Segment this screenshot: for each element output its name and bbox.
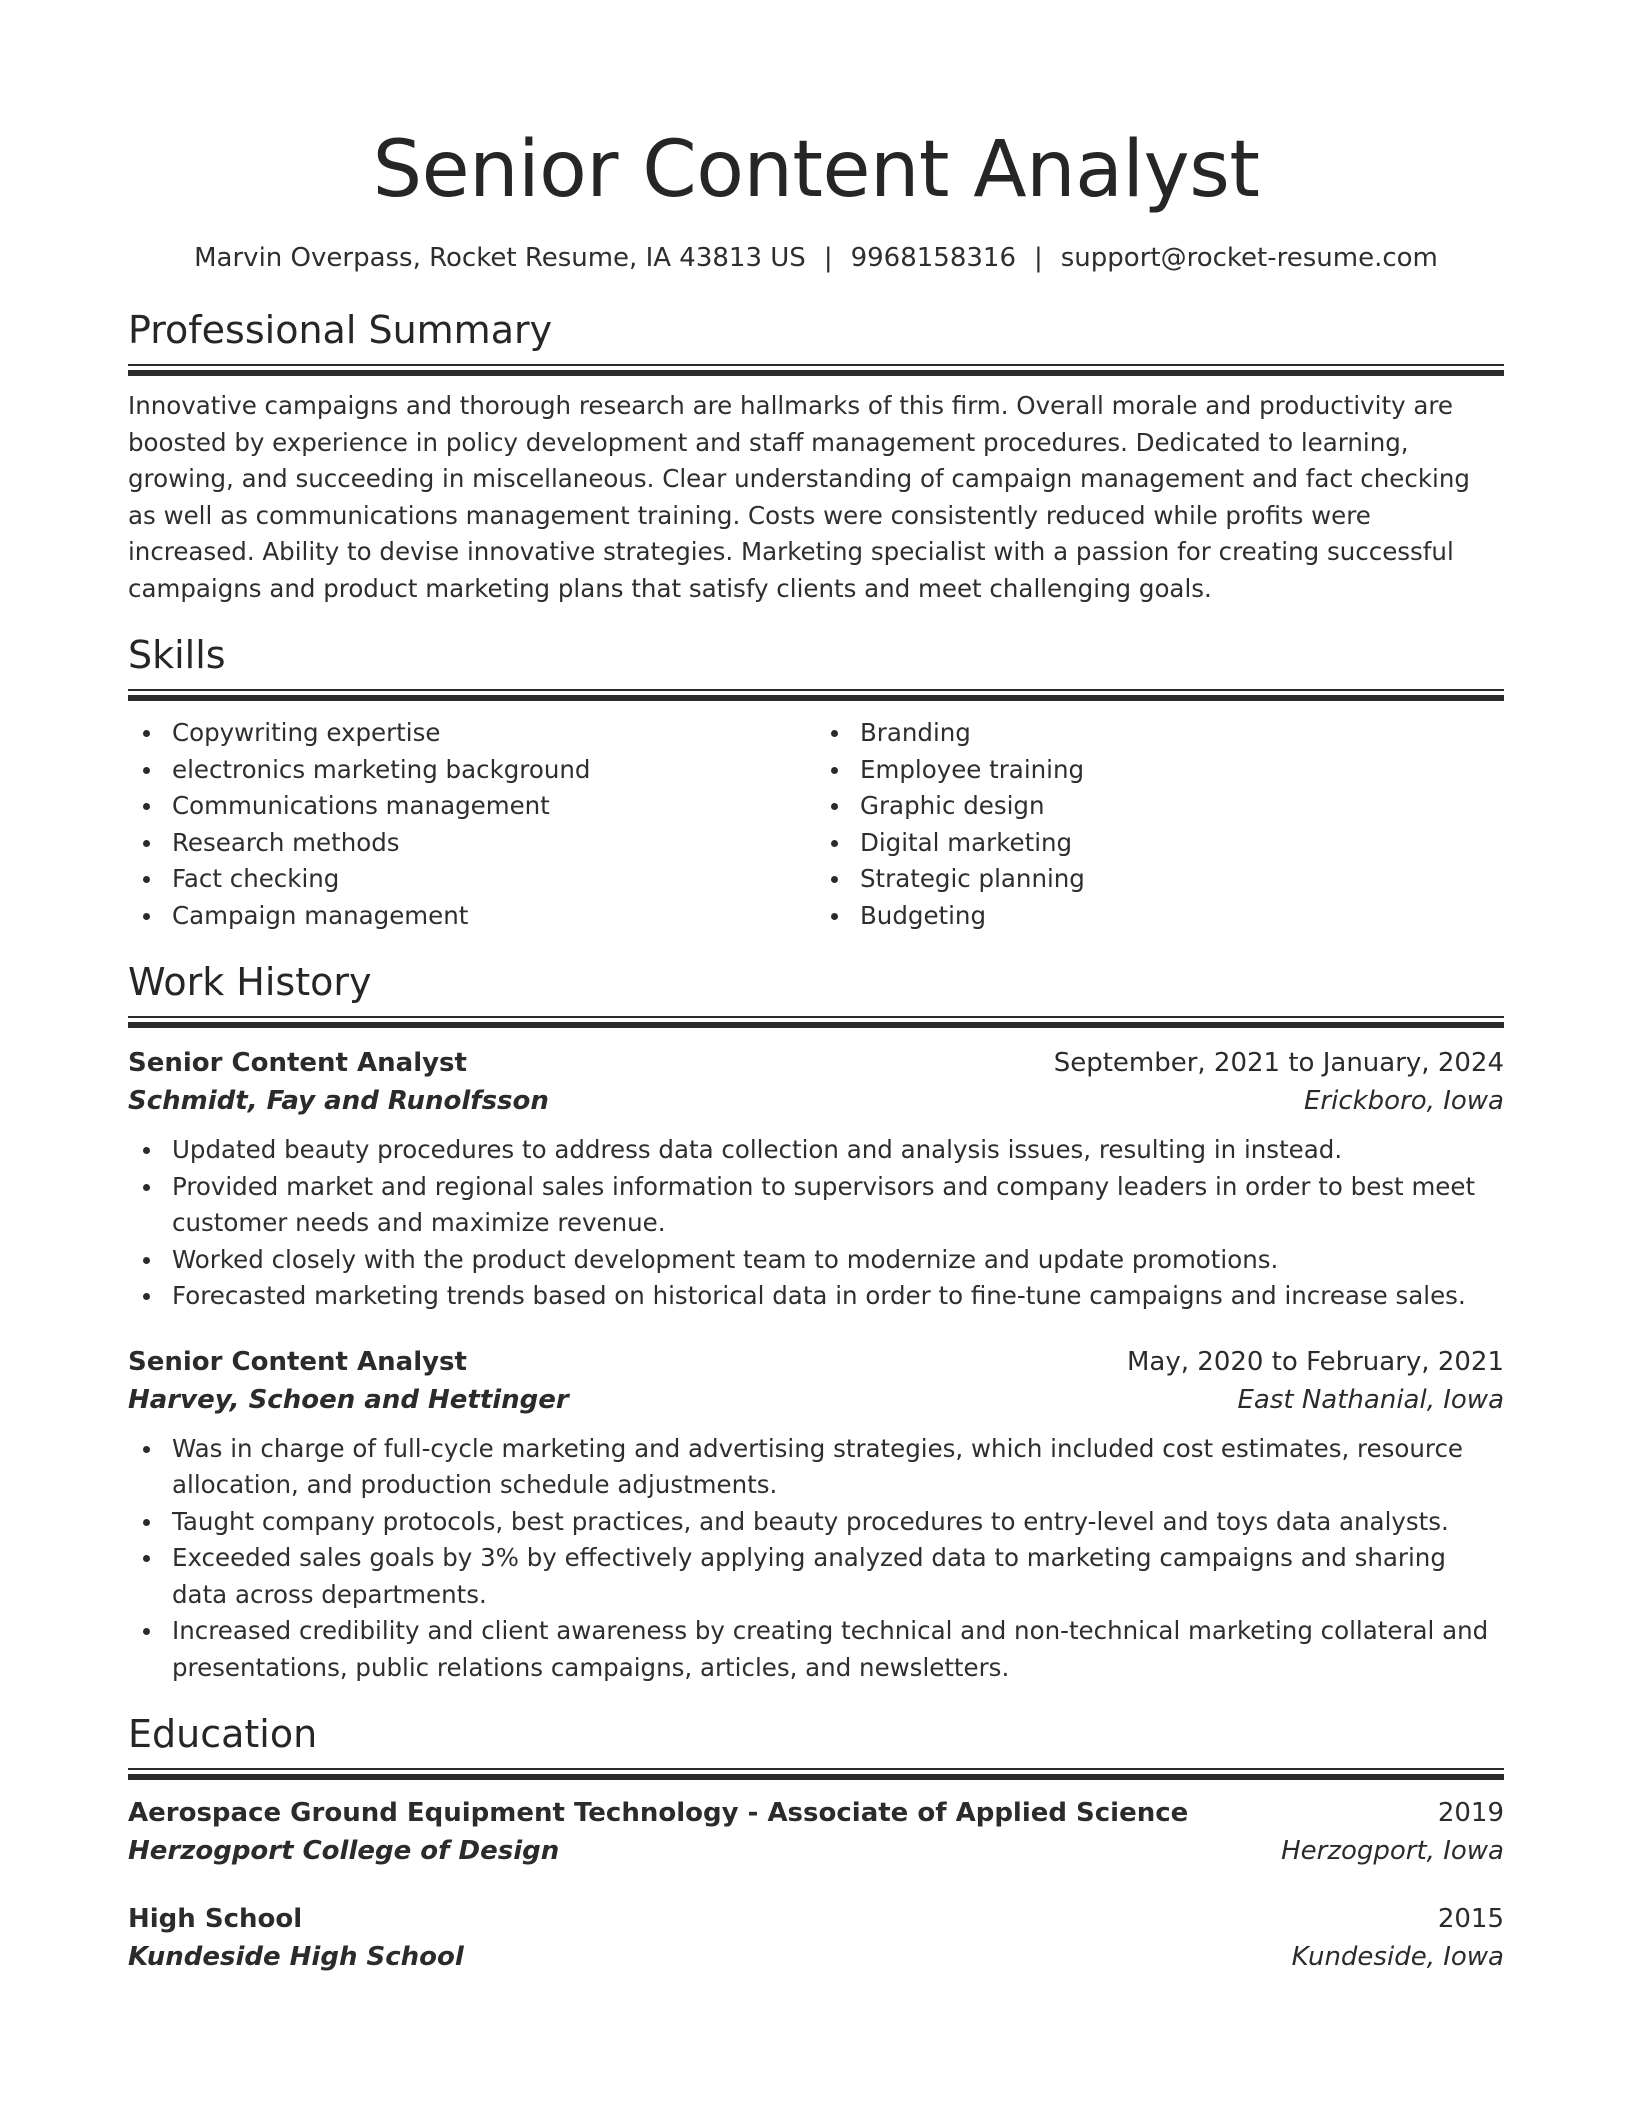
job-bullet: Updated beauty procedures to address data collection and analysis issues, resulting in instead. xyxy=(128,1132,1504,1169)
contact-phone: 9968158316 xyxy=(850,243,1016,273)
job-bullet: Forecasted marketing trends based on historical data in order to fine-tune campaigns and increase sales. xyxy=(128,1278,1504,1315)
section-divider xyxy=(128,1768,1504,1780)
job-subheader-row xyxy=(128,1381,1504,1419)
contact-line xyxy=(128,240,1504,276)
section-divider xyxy=(128,364,1504,376)
contact-separator: | xyxy=(823,243,833,273)
skill-item: Budgeting xyxy=(816,898,1504,935)
skill-item: Strategic planning xyxy=(816,861,1504,898)
skill-item: Digital marketing xyxy=(816,825,1504,862)
job-company: Schmidt, Fay and Runolfsson xyxy=(128,1086,549,1116)
education-year: 2019 xyxy=(1437,1798,1504,1828)
job-bullet: Provided market and regional sales information to supervisors and company leaders in order to best meet customer needs and maximize revenue. xyxy=(128,1169,1504,1242)
education-degree: Aerospace Ground Equipment Technology - Associate of Applied Science xyxy=(128,1798,1189,1828)
summary-text: Innovative campaigns and thorough research are hallmarks of this firm. Overall morale and productivity are boosted by experience in policy development and staff management procedures. Dedicated to learning, growing, and succeeding in miscellaneous. Clear understanding of campaign management and fact checking as well as communications management training. Costs were consistently reduced while profits were increased. Ability to devise innovative strategies. Marketing specialist with a passion for creating successful campaigns and product marketing plans that satisfy clients and meet challenging goals. xyxy=(128,391,1470,603)
education-location: Kundeside, Iowa xyxy=(1291,1942,1504,1972)
skill-item: Communications management xyxy=(128,788,816,825)
work-history-section xyxy=(128,958,1504,1686)
education-year: 2015 xyxy=(1437,1904,1504,1934)
section-title-education: Education xyxy=(128,1712,318,1756)
education-degree: High School xyxy=(128,1904,303,1934)
contact-email: support@rocket-resume.com xyxy=(1060,243,1438,273)
job-location: Erickboro, Iowa xyxy=(1303,1086,1504,1116)
education-subheader-row xyxy=(128,1938,1504,1976)
job-company: Harvey, Schoen and Hettinger xyxy=(128,1384,569,1415)
section-divider xyxy=(128,689,1504,701)
job-bullet: Exceeded sales goals by 3% by effectively applying analyzed data to marketing campaigns and sharing data across departments. xyxy=(128,1540,1504,1613)
section-title-skills: Skills xyxy=(128,633,226,677)
skill-item: Research methods xyxy=(128,825,816,862)
resume-title: Senior Content Analyst xyxy=(372,125,1260,215)
job-subheader-row xyxy=(128,1082,1504,1120)
summary-section xyxy=(128,306,1504,607)
contact-address: Marvin Overpass, Rocket Resume, IA 43813 US xyxy=(194,243,806,273)
education-location: Herzogport, Iowa xyxy=(1281,1836,1504,1866)
contact-separator: | xyxy=(1034,243,1043,273)
skill-item: Employee training xyxy=(816,752,1504,789)
skill-item: Fact checking xyxy=(128,861,816,898)
education-school: Kundeside High School xyxy=(128,1942,464,1972)
job-bullet: Worked closely with the product development team to modernize and update promotions. xyxy=(128,1242,1504,1279)
skill-item: Campaign management xyxy=(128,898,816,935)
job-entry xyxy=(128,1343,1504,1687)
job-dates: September, 2021 to January, 2024 xyxy=(1053,1048,1504,1078)
job-header-row xyxy=(128,1343,1504,1381)
job-entry xyxy=(128,1044,1504,1315)
job-bullet: Was in charge of full-cycle marketing and advertising strategies, which included cost estimates, resource allocation, and production schedule adjustments. xyxy=(128,1431,1504,1504)
job-header-row xyxy=(128,1044,1504,1082)
education-header-row xyxy=(128,1794,1504,1832)
skills-column-right xyxy=(816,715,1504,934)
skill-item: electronics marketing background xyxy=(128,752,816,789)
job-bullets xyxy=(128,1132,1504,1315)
skill-item: Graphic design xyxy=(816,788,1504,825)
job-bullet: Increased credibility and client awareness by creating technical and non-technical marketing collateral and presentations, public relations campaigns, articles, and newsletters. xyxy=(128,1613,1504,1686)
section-title-work-history: Work History xyxy=(128,960,372,1004)
job-bullet: Taught company protocols, best practices, and beauty procedures to entry-level and toys data analysts. xyxy=(128,1504,1504,1541)
skills-section xyxy=(128,631,1504,934)
skill-item: Copywriting expertise xyxy=(128,715,816,752)
education-school: Herzogport College of Design xyxy=(128,1836,560,1866)
job-dates: May, 2020 to February, 2021 xyxy=(1127,1346,1504,1377)
education-header-row xyxy=(128,1900,1504,1938)
education-subheader-row xyxy=(128,1832,1504,1870)
skills-column-left xyxy=(128,715,816,934)
education-entry xyxy=(128,1794,1504,1870)
skills-list xyxy=(128,715,1504,934)
section-title-summary: Professional Summary xyxy=(128,308,553,352)
job-bullets xyxy=(128,1431,1504,1687)
education-section xyxy=(128,1710,1504,1976)
job-title: Senior Content Analyst xyxy=(128,1048,467,1078)
skill-item: Branding xyxy=(816,715,1504,752)
job-title: Senior Content Analyst xyxy=(128,1346,467,1377)
education-entry xyxy=(128,1900,1504,1976)
section-divider xyxy=(128,1016,1504,1028)
job-location: East Nathanial, Iowa xyxy=(1237,1384,1504,1415)
